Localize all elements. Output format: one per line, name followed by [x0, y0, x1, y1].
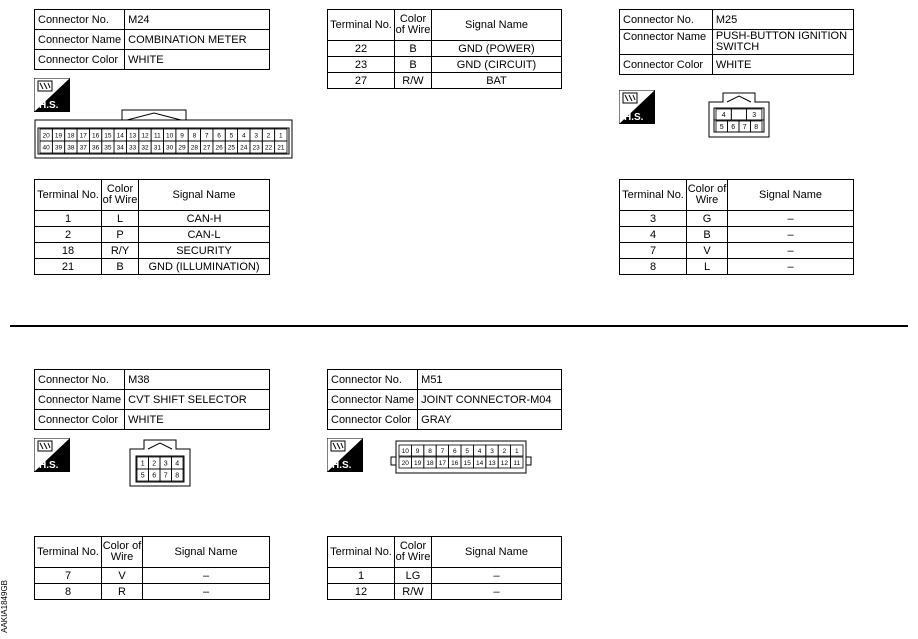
connector-name-value: JOINT CONNECTOR-M04 [418, 390, 562, 410]
connector-color-value: GRAY [418, 410, 562, 430]
pin-number: 19 [54, 132, 63, 140]
pin-cell [188, 141, 200, 153]
pin-number: 36 [91, 144, 100, 152]
pin-number: 10 [401, 447, 409, 455]
pin-cell [65, 141, 77, 153]
terminal-cell: 23 [328, 57, 395, 73]
pin-number: 37 [79, 144, 87, 152]
m24-signal-table [34, 179, 270, 275]
pin-number: 11 [513, 459, 521, 467]
pin-number: 28 [190, 144, 198, 152]
pin-cell [238, 129, 250, 141]
pin-cell [751, 121, 763, 132]
signal-name-cell: SECURITY [139, 243, 270, 259]
signal-name-header: Signal Name [432, 10, 562, 41]
wire-color-cell: L [102, 211, 139, 227]
pin-number: 5 [465, 447, 470, 455]
pin-number: 3 [254, 132, 258, 140]
hs-icon [619, 90, 655, 124]
signal-name-cell: – [728, 227, 854, 243]
pin-cell [77, 141, 89, 153]
pin-cell [436, 445, 448, 456]
table-row [328, 41, 562, 57]
pin-cell [225, 141, 237, 153]
m25-info-table [619, 9, 854, 75]
pin-number: 15 [104, 132, 112, 140]
wire-color-cell: R/W [395, 584, 432, 600]
table-row [328, 57, 562, 73]
pin-cell [172, 469, 184, 481]
signal-name-header: Signal Name [432, 537, 562, 568]
connector-color-label: Connector Color [35, 410, 125, 430]
pin-cell [225, 129, 237, 141]
pin-number: 27 [203, 144, 211, 152]
pin-number: 18 [67, 132, 75, 140]
pin-number: 5 [140, 472, 145, 480]
pin-number: 40 [42, 144, 50, 152]
pin-number: 10 [166, 132, 174, 140]
terminal-cell: 18 [35, 243, 102, 259]
pin-cell [436, 457, 448, 468]
terminal-cell: 27 [328, 73, 395, 89]
pin-cell [399, 457, 411, 468]
pin-number: 33 [129, 144, 137, 152]
m51-signal-table [327, 536, 562, 600]
pin-number: 25 [227, 144, 236, 152]
pin-number: 5 [229, 132, 234, 140]
pin-number: 32 [141, 144, 149, 152]
m24-bottom-pins [40, 141, 287, 153]
wire-color-cell: G [687, 211, 728, 227]
pin-number: 3 [490, 447, 494, 455]
pin-cell [716, 109, 731, 120]
pin-cell [511, 457, 523, 468]
wire-color-cell: LG [395, 568, 432, 584]
pin-cell [511, 445, 523, 456]
signal-name-cell: GND (CIRCUIT) [432, 57, 562, 73]
m25-bottom-pins [716, 121, 762, 132]
terminal-no-header: Terminal No. [35, 180, 102, 211]
m38-connector-face [129, 439, 191, 487]
pin-number: 31 [153, 144, 161, 152]
pin-number: 38 [67, 144, 75, 152]
pin-cell [65, 129, 77, 141]
terminal-no-header: Terminal No. [328, 537, 395, 568]
connector-color-label: Connector Color [35, 50, 125, 70]
pin-cell [238, 141, 250, 153]
pin-cell [275, 141, 287, 153]
section-divider [10, 325, 908, 327]
hs-label: H.S. [39, 100, 59, 111]
connector-name-label: Connector Name [328, 390, 418, 410]
color-of-wire-header: Color of Wire [395, 537, 432, 568]
pin-cell [461, 457, 473, 468]
color-of-wire-header: Color of Wire [102, 537, 143, 568]
pin-number: 34 [116, 144, 124, 152]
pin-number: 24 [240, 144, 248, 152]
pin-cell [424, 457, 436, 468]
pin-number: 29 [178, 144, 186, 152]
connector-no-label: Connector No. [35, 10, 125, 30]
pin-number: 7 [742, 124, 747, 132]
hs-label: H.S. [624, 112, 644, 123]
pin-cell [137, 457, 149, 469]
hs-label: H.S. [332, 460, 352, 471]
signal-name-cell: – [432, 584, 562, 600]
signal-name-cell: BAT [432, 73, 562, 89]
connector-name-label: Connector Name [35, 390, 125, 410]
pin-number: 35 [104, 144, 112, 152]
connector-color-label: Connector Color [328, 410, 418, 430]
pin-number: 30 [166, 144, 174, 152]
hs-icon [34, 78, 70, 112]
pin-number: 7 [163, 472, 168, 480]
pin-cell [126, 129, 138, 141]
pin-cell [213, 129, 225, 141]
pin-number: 19 [413, 459, 422, 467]
pin-cell [473, 445, 485, 456]
pin-number: 17 [79, 132, 87, 140]
terminal-cell: 12 [328, 584, 395, 600]
signal-name-header: Signal Name [728, 180, 854, 211]
pin-number: 1 [279, 132, 283, 140]
pin-number: 11 [153, 132, 161, 140]
terminal-cell: 22 [328, 41, 395, 57]
m51-bottom-pins [399, 457, 523, 468]
table-row [620, 211, 854, 227]
m38-top-pins [137, 457, 183, 469]
connector-color-value: WHITE [125, 50, 270, 70]
figure-id: AAKIA1849GB [0, 580, 9, 633]
pin-cell [747, 109, 762, 120]
pin-number: 17 [438, 459, 447, 467]
pin-number: 6 [152, 472, 157, 480]
connector-color-value: WHITE [712, 55, 853, 75]
pin-number: 13 [129, 132, 137, 140]
pin-cell [176, 129, 188, 141]
pin-cell [250, 129, 262, 141]
signal-name-header: Signal Name [143, 537, 270, 568]
pin-cell [461, 445, 473, 456]
pin-cell [213, 141, 225, 153]
connector-no-label: Connector No. [620, 10, 713, 30]
pin-number: 1 [514, 447, 519, 455]
m38-signal-table [34, 536, 270, 600]
pin-cell [139, 141, 151, 153]
pin-number: 4 [241, 132, 246, 140]
pin-cell [102, 141, 114, 153]
signal-name-cell: CAN-H [139, 211, 270, 227]
pin-number: 7 [440, 447, 445, 455]
pin-cell [40, 129, 52, 141]
pin-cell [52, 141, 64, 153]
pin-cell [424, 445, 436, 456]
pin-cell [498, 445, 510, 456]
m51-connector-face [389, 440, 533, 474]
table-row [620, 243, 854, 259]
pin-number: 5 [719, 124, 724, 132]
terminal-cell: 2 [35, 227, 102, 243]
table-row [35, 243, 270, 259]
pin-number: 8 [428, 447, 432, 455]
table-row [620, 259, 854, 275]
hs-icon [34, 438, 70, 472]
wire-color-cell: V [102, 568, 143, 584]
pin-cell [262, 129, 274, 141]
pin-number: 2 [152, 460, 157, 468]
pin-cell [149, 469, 161, 481]
pin-number: 20 [401, 459, 409, 467]
pin-cell [486, 445, 498, 456]
pin-number: 4 [721, 112, 726, 120]
signal-name-cell: GND (POWER) [432, 41, 562, 57]
pin-cell [486, 457, 498, 468]
signal-name-cell: – [432, 568, 562, 584]
signal-name-cell: – [143, 584, 270, 600]
m25-connector-face [708, 92, 770, 138]
pin-cell [89, 129, 101, 141]
m24-top-pins [40, 129, 287, 141]
pin-cell [201, 141, 213, 153]
pin-number: 6 [217, 132, 221, 140]
pin-number: 13 [488, 459, 496, 467]
connector-name-label: Connector Name [620, 30, 713, 55]
pin-cell [411, 445, 423, 456]
wire-color-cell: P [102, 227, 139, 243]
pin-number: 3 [752, 112, 757, 120]
wire-color-cell: B [395, 57, 432, 73]
pin-number: 21 [277, 144, 285, 152]
terminal-cell: 7 [620, 243, 687, 259]
pin-number: 1 [140, 460, 145, 468]
wire-color-cell: V [687, 243, 728, 259]
pin-cell [716, 121, 728, 132]
pin-cell [139, 129, 151, 141]
signal-name-cell: – [143, 568, 270, 584]
pin-cell [126, 141, 138, 153]
connector-no-value: M25 [712, 10, 853, 30]
pin-cell [114, 129, 126, 141]
pin-cell [739, 121, 751, 132]
pin-cell [164, 141, 176, 153]
table-row [35, 568, 270, 584]
pin-number: 39 [54, 144, 63, 152]
table-row [35, 211, 270, 227]
pin-cell [151, 141, 163, 153]
pin-number: 7 [204, 132, 209, 140]
pin-cell [188, 129, 200, 141]
pin-cell [160, 457, 172, 469]
pin-number: 12 [500, 459, 509, 467]
pin-cell [151, 129, 163, 141]
pin-cell [164, 129, 176, 141]
hs-label: H.S. [39, 460, 59, 471]
pin-cell [731, 109, 746, 120]
connector-name-value: CVT SHIFT SELECTOR [125, 390, 270, 410]
terminal-cell: 21 [35, 259, 102, 275]
pin-cell [262, 141, 274, 153]
pin-number: 12 [141, 132, 149, 140]
pin-cell [137, 469, 149, 481]
m24-connector-face [34, 108, 294, 160]
pin-number: 6 [452, 447, 457, 455]
pin-number: 4 [175, 460, 180, 468]
pin-cell [411, 457, 423, 468]
pin-cell [449, 457, 461, 468]
pin-cell [149, 457, 161, 469]
pin-cell [172, 457, 184, 469]
pin-cell [89, 141, 101, 153]
terminal-no-header: Terminal No. [35, 537, 102, 568]
pin-cell [160, 469, 172, 481]
m24-signal-table-continued [327, 9, 562, 89]
color-of-wire-header: Color of Wire [102, 180, 139, 211]
table-row [328, 568, 562, 584]
pin-cell [250, 141, 262, 153]
table-row [620, 227, 854, 243]
pin-cell [52, 129, 64, 141]
table-row [328, 73, 562, 89]
pin-number: 20 [42, 132, 50, 140]
wire-color-cell: R/Y [102, 243, 139, 259]
m51-info-table [327, 369, 562, 430]
pin-number: 8 [192, 132, 197, 140]
terminal-no-header: Terminal No. [328, 10, 395, 41]
connector-name-value: COMBINATION METER [125, 30, 270, 50]
connector-no-value: M24 [125, 10, 270, 30]
wire-color-cell: B [102, 259, 139, 275]
hs-icon [327, 438, 363, 472]
table-row [35, 259, 270, 275]
pin-cell [40, 141, 52, 153]
signal-name-cell: CAN-L [139, 227, 270, 243]
pin-cell [399, 445, 411, 456]
terminal-cell: 8 [35, 584, 102, 600]
pin-number: 4 [477, 447, 482, 455]
wire-color-cell: B [687, 227, 728, 243]
connector-no-label: Connector No. [328, 370, 418, 390]
pin-cell [498, 457, 510, 468]
pin-number: 16 [451, 459, 459, 467]
pin-number: 14 [475, 459, 484, 467]
wire-color-cell: L [687, 259, 728, 275]
pin-number: 22 [264, 144, 273, 152]
pin-number: 8 [754, 124, 759, 132]
terminal-cell: 1 [328, 568, 395, 584]
table-row [35, 584, 270, 600]
wire-color-cell: R [102, 584, 143, 600]
wire-color-cell: R/W [395, 73, 432, 89]
pin-number: 6 [731, 124, 736, 132]
connector-no-label: Connector No. [35, 370, 125, 390]
signal-name-cell: – [728, 243, 854, 259]
m24-info-table [34, 9, 270, 70]
pin-number: 18 [426, 459, 434, 467]
pin-number: 16 [91, 132, 100, 140]
color-of-wire-header: Color of Wire [687, 180, 728, 211]
terminal-cell: 1 [35, 211, 102, 227]
pin-cell [275, 129, 287, 141]
connector-no-value: M38 [125, 370, 270, 390]
terminal-no-header: Terminal No. [620, 180, 687, 211]
pin-number: 2 [266, 132, 271, 140]
connector-no-value: M51 [418, 370, 562, 390]
connector-name-label: Connector Name [35, 30, 125, 50]
connector-name-value: PUSH-BUTTON IGNITION SWITCH [712, 30, 853, 55]
table-row [35, 227, 270, 243]
pin-number: 9 [415, 447, 420, 455]
color-of-wire-header: Color of Wire [395, 10, 432, 41]
connector-color-label: Connector Color [620, 55, 713, 75]
signal-name-cell: GND (ILLUMINATION) [139, 259, 270, 275]
terminal-cell: 4 [620, 227, 687, 243]
pin-cell [77, 129, 89, 141]
pin-number: 23 [252, 144, 260, 152]
table-row [328, 584, 562, 600]
m25-top-pins [716, 109, 762, 120]
signal-name-cell: – [728, 259, 854, 275]
pin-number: 15 [463, 459, 471, 467]
terminal-cell: 3 [620, 211, 687, 227]
pin-number: 2 [502, 447, 507, 455]
signal-name-cell: – [728, 211, 854, 227]
pin-cell [176, 141, 188, 153]
connector-color-value: WHITE [125, 410, 270, 430]
pin-cell [473, 457, 485, 468]
terminal-cell: 8 [620, 259, 687, 275]
pin-cell [728, 121, 740, 132]
pin-cell [114, 141, 126, 153]
signal-name-header: Signal Name [139, 180, 270, 211]
m51-top-pins [399, 445, 523, 456]
pin-cell [449, 445, 461, 456]
m38-info-table [34, 369, 270, 430]
pin-number: 9 [180, 132, 184, 140]
pin-number: 8 [175, 472, 180, 480]
pin-cell [102, 129, 114, 141]
terminal-cell: 7 [35, 568, 102, 584]
m25-signal-table [619, 179, 854, 275]
pin-cell [201, 129, 213, 141]
pin-number: 26 [215, 144, 223, 152]
wire-color-cell: B [395, 41, 432, 57]
m38-bottom-pins [137, 469, 183, 481]
pin-number: 3 [163, 460, 168, 468]
pin-number: 14 [116, 132, 124, 140]
